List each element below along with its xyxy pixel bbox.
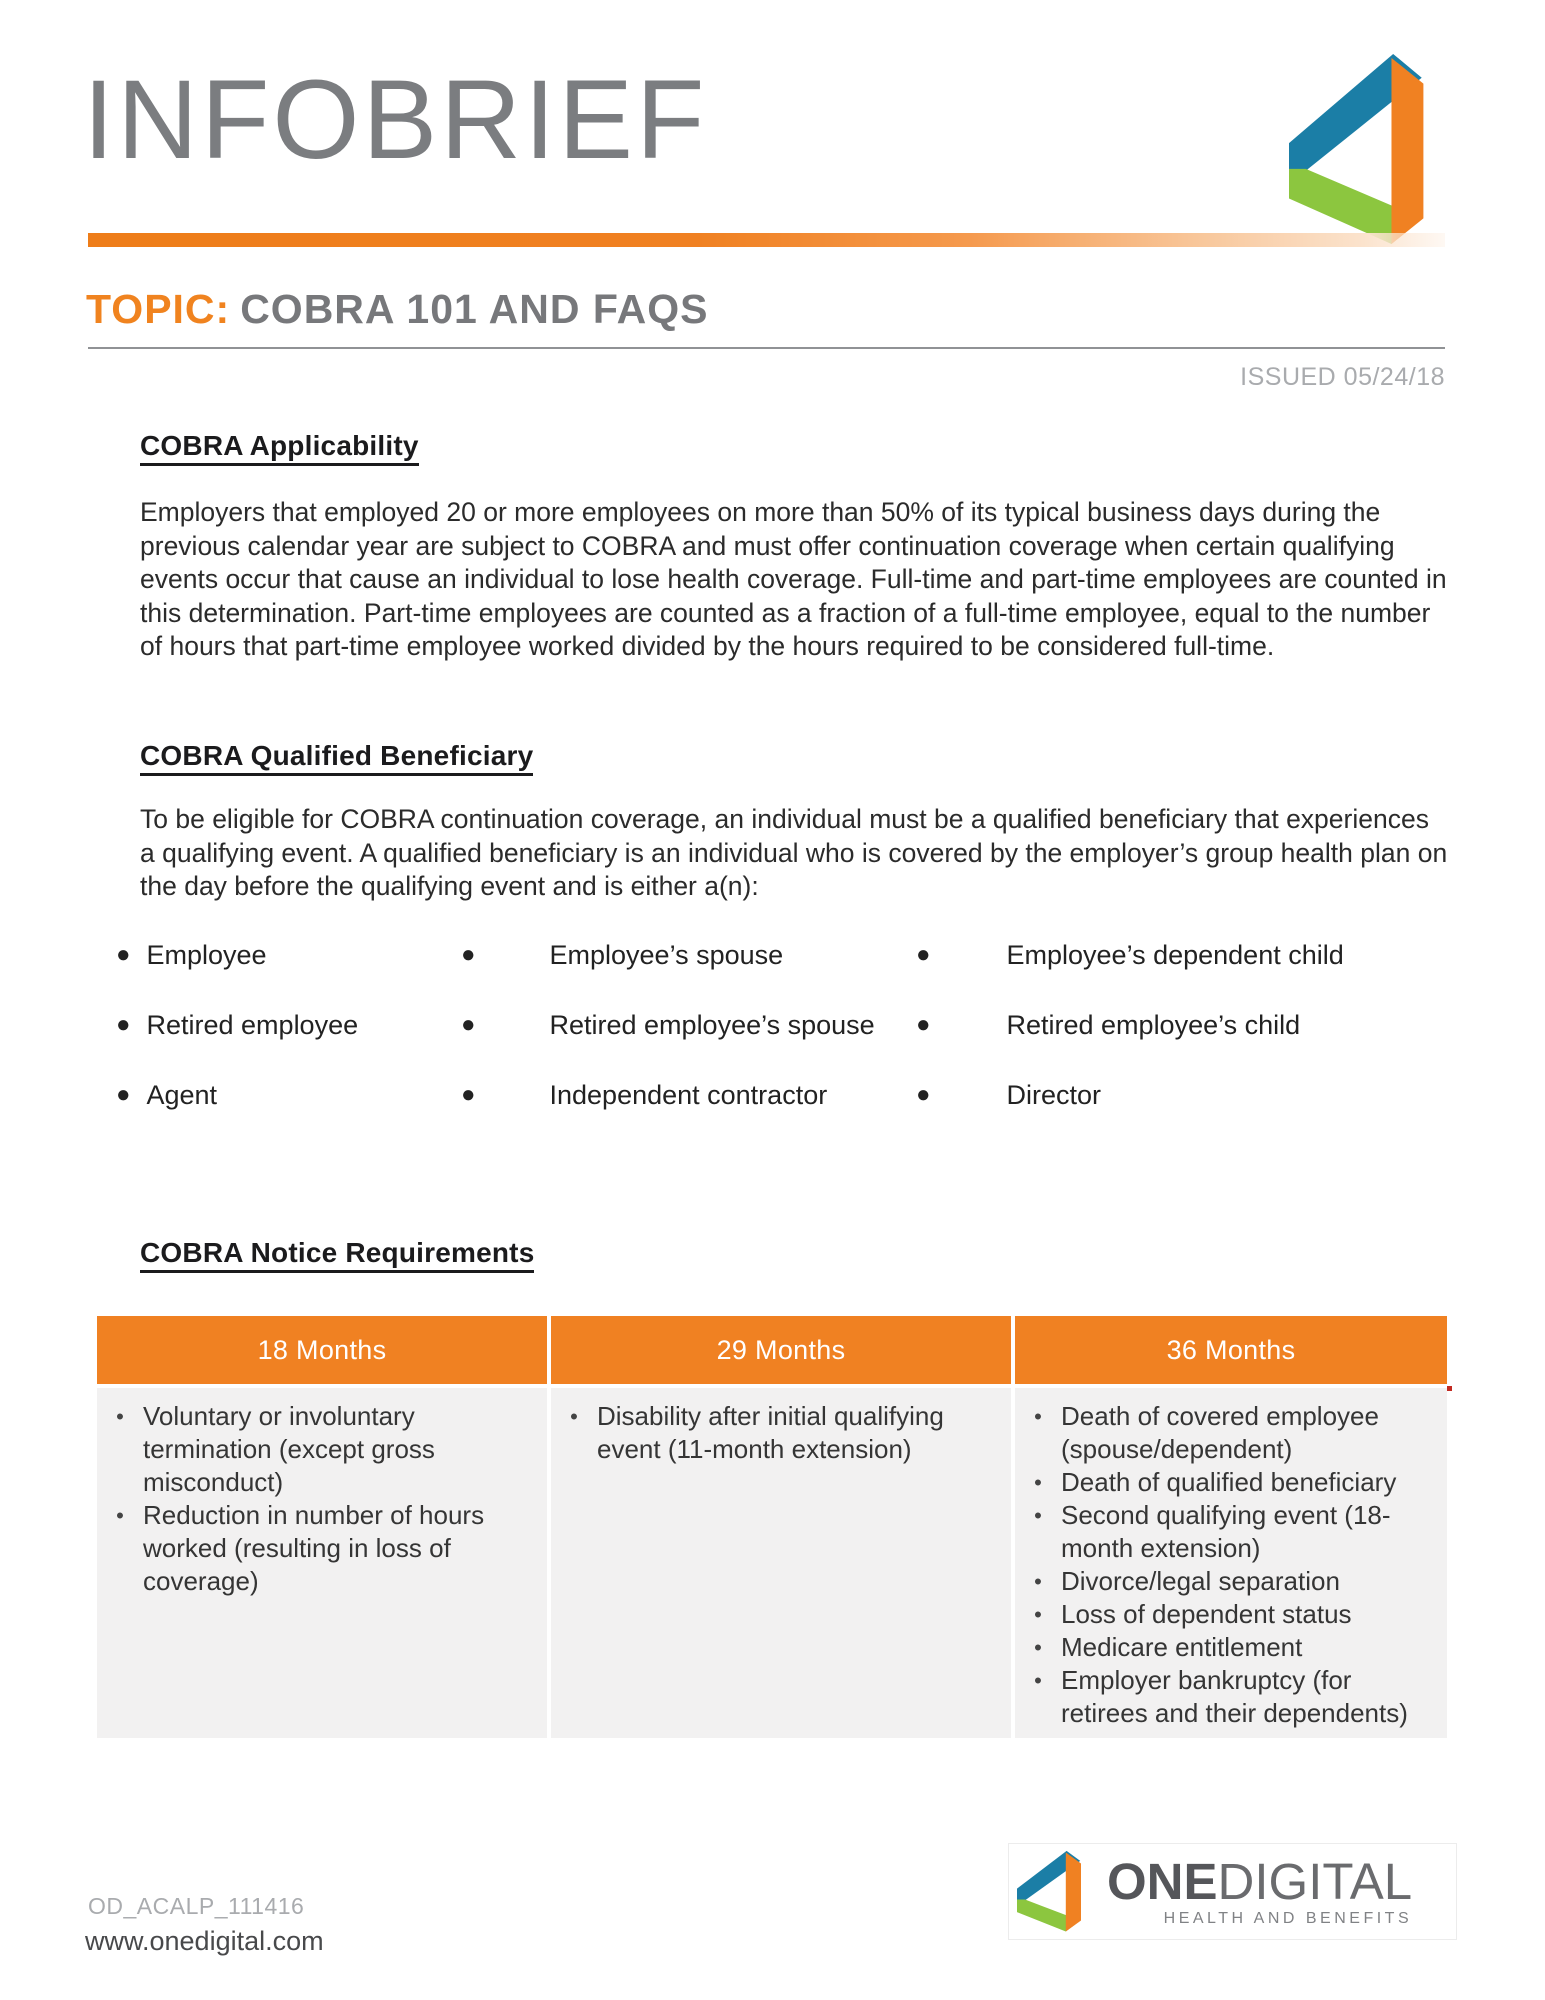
bullet-icon: ● bbox=[461, 1081, 476, 1108]
paragraph-qualified-beneficiary: To be eligible for COBRA continuation coverage, an individual must be a qualified beneficiary that experiences a qualifying event. A qualified beneficiary is an individual who is covered by the employer’s group health plan on the day before the qualifying event and is either a(n): bbox=[140, 804, 1448, 901]
table-row: • Death of covered employee (spouse/dependent) bbox=[1015, 1400, 1439, 1466]
bullet-icon: • bbox=[570, 1404, 578, 1429]
brand-tagline: HEALTH AND BENEFITS bbox=[1163, 1909, 1413, 1927]
bullet-icon: ● bbox=[116, 941, 131, 968]
notice-requirements-table bbox=[97, 1316, 1447, 1738]
bullet-icon: • bbox=[1034, 1668, 1042, 1693]
heading-qualified-beneficiary: COBRA Qualified Beneficiary bbox=[140, 740, 533, 776]
table-header-18-months: 18 Months bbox=[97, 1316, 547, 1384]
list-item: ● Agent bbox=[116, 1080, 218, 1110]
onedigital-logo-top bbox=[1280, 42, 1466, 260]
orange-divider bbox=[88, 233, 1445, 247]
table-row: • Reduction in number of hours worked (resulting in loss of coverage) bbox=[97, 1499, 539, 1598]
bullet-icon: ● bbox=[116, 1011, 131, 1038]
list-item: ● Employee’s dependent child bbox=[916, 940, 1344, 970]
bullet-icon: ● bbox=[916, 1011, 931, 1038]
bullet-icon: • bbox=[116, 1404, 124, 1429]
red-dot-artifact bbox=[1447, 1386, 1452, 1391]
table-cell-29-months bbox=[551, 1388, 1011, 1738]
table-cell-18-months bbox=[97, 1388, 547, 1738]
topic-heading bbox=[86, 286, 709, 333]
list-item: ● Independent contractor bbox=[461, 1080, 828, 1110]
brand-name bbox=[1107, 1852, 1413, 1910]
table-row: • Death of qualified beneficiary bbox=[1015, 1466, 1439, 1499]
table-row: • Voluntary or involuntary termination (except gross misconduct) bbox=[97, 1400, 539, 1499]
beneficiary-bullet-grid bbox=[116, 938, 1436, 1148]
bullet-icon: ● bbox=[461, 1011, 476, 1038]
list-item: ● Retired employee’s child bbox=[916, 1010, 1301, 1040]
page-title: INFOBRIEF bbox=[83, 57, 708, 182]
table-cell-36-months bbox=[1015, 1388, 1447, 1738]
list-item: ● Director bbox=[916, 1080, 1102, 1110]
table-row: • Second qualifying event (18-month extension) bbox=[1015, 1499, 1439, 1565]
brand-digital: DIGITAL bbox=[1217, 1852, 1413, 1910]
onedigital-logo-bottom bbox=[1008, 1843, 1457, 1940]
paragraph-cobra-applicability: Employers that employed 20 or more employees on more than 50% of its typical business days during the previous calendar year are subject to COBRA and must offer continuation coverage when certain qualifying events occur that cause an individual to lose health coverage. Full-time and part-time employees are counted in this determination. Part-time employees are counted as a fraction of a full-time employee, equal to the number of hours that part-time employee worked divided by the hours required to be considered full-time. bbox=[140, 497, 1447, 661]
bullet-icon: ● bbox=[916, 941, 931, 968]
topic-title: COBRA 101 AND FAQS bbox=[240, 286, 709, 332]
list-item: ● Employee bbox=[116, 940, 267, 970]
table-row: • Divorce/legal separation bbox=[1015, 1565, 1439, 1598]
table-body-row bbox=[97, 1388, 1447, 1738]
bullet-icon: • bbox=[1034, 1404, 1042, 1429]
bullet-icon: • bbox=[1034, 1503, 1042, 1528]
bullet-icon: • bbox=[1034, 1470, 1042, 1495]
table-row: • Loss of dependent status bbox=[1015, 1598, 1439, 1631]
bullet-icon: • bbox=[1034, 1569, 1042, 1594]
table-header-row bbox=[97, 1316, 1447, 1384]
bullet-icon: • bbox=[1034, 1602, 1042, 1627]
onedigital-wordmark bbox=[1107, 1852, 1413, 1928]
bullet-icon: ● bbox=[916, 1081, 931, 1108]
heading-notice-requirements: COBRA Notice Requirements bbox=[140, 1237, 534, 1273]
bullet-icon: • bbox=[1034, 1635, 1042, 1660]
brand-one: ONE bbox=[1107, 1852, 1218, 1910]
bullet-icon: • bbox=[116, 1503, 124, 1528]
bullet-icon: ● bbox=[461, 941, 476, 968]
heading-cobra-applicability: COBRA Applicability bbox=[140, 430, 419, 466]
table-row: • Medicare entitlement bbox=[1015, 1631, 1439, 1664]
document-code: OD_ACALP_111416 bbox=[88, 1893, 305, 1919]
gray-divider bbox=[88, 347, 1445, 349]
topic-label: TOPIC: bbox=[86, 286, 231, 332]
table-header-36-months: 36 Months bbox=[1015, 1316, 1447, 1384]
issued-date: ISSUED 05/24/18 bbox=[1240, 363, 1445, 391]
bullet-icon: ● bbox=[116, 1081, 131, 1108]
onedigital-hexagon-icon bbox=[1289, 52, 1457, 250]
table-row: • Employer bankruptcy (for retirees and their dependents) bbox=[1015, 1664, 1439, 1730]
list-item: ● Retired employee bbox=[116, 1010, 359, 1040]
website-url: www.onedigital.com bbox=[85, 1926, 324, 1956]
list-item: ● Employee’s spouse bbox=[461, 940, 784, 970]
onedigital-hexagon-icon bbox=[1017, 1850, 1097, 1934]
list-item: ● Retired employee’s spouse bbox=[461, 1010, 875, 1040]
table-row: • Disability after initial qualifying event (11-month extension) bbox=[551, 1400, 1003, 1466]
table-header-29-months: 29 Months bbox=[551, 1316, 1011, 1384]
